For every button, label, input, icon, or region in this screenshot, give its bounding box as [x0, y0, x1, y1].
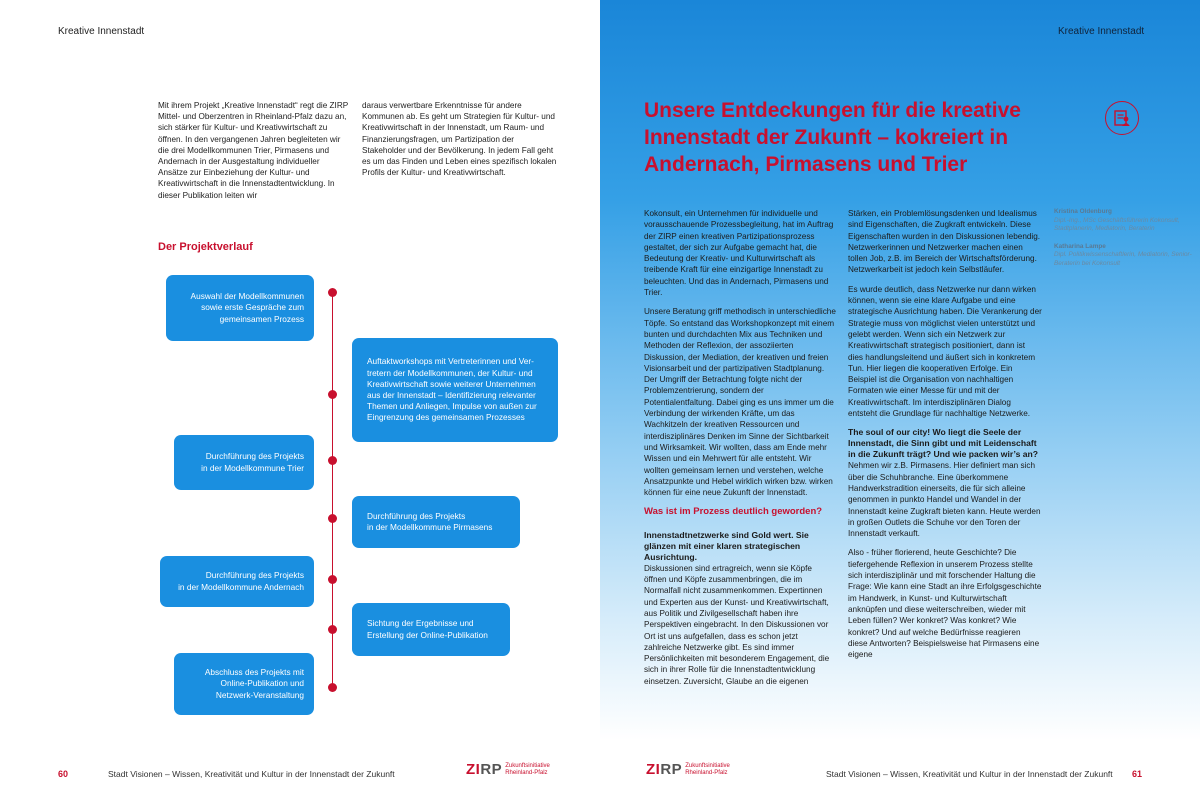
bold-heading: Innenstadtnetzwerke sind Gold wert. Sie glänzen mit einer klaren strategischen Ausrichtung.	[644, 529, 809, 562]
bold-heading: The soul of our city! Wo liegt die Seele der Innenstadt, die Sinn gibt und mit Leidenschaft in die Zukunft trägt? Und wie packen wir’s an?	[848, 427, 1039, 460]
paragraph: Nehmen wir z.B. Pirmasens. Hier definiert man sich über die Schuhbranche. Eine überkommene Handwerkstradition einerseits, die für sich alleine genommen in punkto Handel und Wandel in der Innenstadt keine Zugkraft bieten kann. Heute werden in großen Outlets die Schuhe vor den Toren der Innenstadt verkauft.	[848, 461, 1041, 539]
subheading: Was ist im Prozess deutlich geworden?	[644, 506, 823, 518]
timeline-dot	[328, 390, 337, 399]
right-page	[600, 0, 1200, 800]
timeline-step-line: Abschluss des Projekts mit	[204, 667, 304, 678]
timeline-step-line: Sichtung der Ergebnisse und	[367, 618, 474, 629]
logo-text: Zukunftsinitiative Rheinland-Pfalz	[685, 762, 730, 776]
logo-mark: ZIRP	[646, 761, 683, 778]
timeline-dot	[328, 625, 337, 634]
timeline-step-3	[174, 435, 314, 490]
page-number: 61	[1132, 769, 1143, 779]
timeline-step-line: in der Modellkommune Andernach	[178, 581, 304, 592]
author-name: Kristina Oldenburg	[1054, 208, 1112, 215]
timeline-step-4	[352, 496, 520, 548]
timeline-step-line: gemeinsamen Prozess	[219, 313, 304, 324]
timeline-step-line: Durchführung des Projekts	[367, 510, 466, 521]
article-title: Unsere Entdeckungen für die kreative Innenstadt der Zukunft – kokreiert in Andernach, Pirmasens und Trier	[644, 99, 1021, 176]
timeline-step-line: Kreativwirtschaft sowie weiterer Unternehmen	[367, 378, 536, 389]
timeline-step-7	[174, 653, 314, 715]
timeline-dot	[328, 456, 337, 465]
running-header: Kreative Innenstadt	[1058, 26, 1145, 37]
timeline-dot	[328, 514, 337, 523]
timeline-step-2	[352, 338, 558, 442]
zirp-logo	[646, 761, 730, 778]
paragraph: Also - früher florierend, heute Geschichte? Die tiefergehende Reflexion in unserem Prozess stellte sich interdisziplinär und mit forschender Haltung die Frage: Wie kann eine Stadt an ihre Erfolgsgeschichte im Handwerk, in Kunst- und Kulturwirtschaft anknüpfen und diese weiterschreiben, wieder mit Leben füllen? Wer konkret? Was konkret? Wie konkret? Und auf welche Bedürfnisse reagieren diese Antworten? Beispielsweise hat Pirmasens eine eigene	[848, 548, 1042, 660]
intro-text-2: daraus verwertbare Erkenntnisse für andere Kommunen ab. Es geht um Strategien für Kultur- und Kreativwirtschaft in der Innenstadt, um Raum- und Finanzierungsfragen, um Partizipation der Stakeholder und der Bevölkerung. In jedem Fall geht es um das Finden und Leben eines spezifisch lokalen Profils der Kultur- und Kreativwirtschaft.	[362, 101, 557, 178]
timeline-step-line: in der Modellkommune Trier	[201, 462, 304, 473]
article-column-2	[848, 208, 1042, 668]
author-info	[1054, 208, 1194, 278]
page-footer: Stadt Visionen – Wissen, Kreativität und Kultur in der Innenstadt der Zukunft	[826, 769, 1113, 779]
paragraph: Kokonsult, ein Unternehmen für individuelle und vorausschauende Prozessbegleitung, hat im Auftrag der ZIRP einen kreativen Partizipationsprozess gestaltet, der sich zur Aufgabe gemacht hat, die Bedeutung der Kreativ- und Kulturwirtschaft als treibende Kraft für eine einzigartige Innenstadt zu beleuchten. Und das in Andernach, Pirmasens und Trier.	[644, 209, 834, 298]
page-footer: Stadt Visionen – Wissen, Kreativität und Kultur in der Innenstadt der Zukunft	[108, 769, 395, 779]
timeline-step-line: Auswahl der Modellkommunen	[190, 291, 304, 302]
timeline-step-line: in der Modellkommune Pirmasens	[367, 522, 493, 532]
timeline-step-1	[166, 275, 314, 341]
timeline-step-6	[352, 603, 510, 656]
timeline-step-line: Erstellung der Online-Publikation	[367, 629, 488, 640]
intro-text-1: Mit ihrem Projekt „Kreative Innenstadt“ regt die ZIRP Mittel- und Oberzentren in Rheinland-Pfalz dazu an, sich stärker für Kultur- und Kreativwirtschaft zu öffnen. In den vergangenen Jahren begleiteten wir die drei Modellkommunen Trier, Pirmasens und Andernach in der Ausgestaltung individueller Ansätze zur Einbeziehung der Kultur- und Kreativwirtschaft in die Innenstadtentwicklung. In dieser Publikation leiten wir	[158, 101, 349, 200]
timeline-dot	[328, 288, 337, 297]
logo-mark: ZIRP	[466, 761, 503, 778]
paragraph: Stärken, ein Problemlösungsdenken und Idealismus sind Eigenschaften, die Zugkraft entwickeln. Diese Eigenschaften wurden in den Diskussionen lebendig. Netzwerkerinnen und Netzwerker machen einen tollen Job, z.B. im Bereich der Wirtschaftsförderung. Netzwerkarbeit ist jedoch kein Selbstläufer.	[848, 209, 1041, 275]
intro-column-2	[362, 100, 558, 178]
author-role: Dipl. Politikwissenschaftlerin, Mediatorin, Senior-Beraterin bei Kokonsult	[1054, 251, 1192, 267]
paragraph: Es wurde deutlich, dass Netzwerke nur dann wirken können, wenn sie eine klare Aufgabe und eine strategische Ausrichtung haben. Die Verankerung der Strategie muss von möglichst vielen unterstützt und gelebt werden. Wenn sich ein Netzwerk zur Kreativwirtschaft strategisch positioniert, dann ist dies handlungsleitend und äußert sich in konkretem Tun. Hier liegen die kooperativen Erfolge. Ein Beispiel ist die Organisation von nachhaltigen Formaten wie einer Messe für und mit der Kreativwirtschaft. Im interdisziplinären Dialog entsteht die Grundlage für nachhaltige Netzwerke.	[848, 284, 1042, 419]
timeline-step-5	[160, 556, 314, 607]
paragraph: Unsere Beratung griff methodisch in unterschiedliche Töpfe. So entstand das Workshopkonzept mit einem bunten und durchdachten Mix aus Techniken und Methoden der Reflexion, der assoziierten Diskussion, der Mediation, der kreativen und freien Visionsarbeit und der partizipativen Stadtplanung. Der Umgriff der Betrachtung folgte nicht der Problemzentrierung, sondern der Potentialentfaltung. Dabei ging es uns immer um die Verbindung der wirkenden Kräfte, um das Wachkitzeln der kreativen Ressourcen und interdisziplinäres Denken im Sinne der Sichtbarkeit und Wirksamkeit. Wir wollten, dass am Ende mehr Wissen und ein Mehrwert für alle entsteht. Wir wollten gemeinsam lernen und verstehen, welche Ansatzpunkte und Hebel wirklich wirken bzw. wirken können für eine neue Zukunft der Innenstadt.	[644, 307, 836, 498]
timeline-step-line: tretern der Modellkommunen, der Kultur- und	[367, 367, 533, 378]
zirp-logo	[466, 761, 550, 778]
timeline-dot	[328, 575, 337, 584]
logo-text: Zukunftsinitiative Rheinland-Pfalz	[505, 762, 550, 776]
section-title: Der Projektverlauf	[158, 241, 253, 253]
timeline-step-line: Themen und Anliegen, Impulse von außen zur	[367, 401, 537, 412]
author-role: Dipl.-Ing., MSc Geschäftsführerin Kokonsult, Stadtplanerin, Mediatorin, Beraterin	[1054, 216, 1180, 233]
intro-column-1	[158, 100, 350, 201]
article-column-1	[644, 208, 836, 695]
author-block	[1054, 208, 1194, 234]
timeline-step-line: Netzwerk-Veranstaltung	[215, 689, 304, 700]
timeline-dot	[328, 683, 337, 692]
person-document-icon	[1105, 101, 1139, 135]
author-name: Katharina Lampe	[1054, 242, 1106, 250]
timeline-step-line: sowie erste Gespräche zum	[201, 302, 304, 313]
timeline-step-line: Durchführung des Projekts	[205, 451, 304, 462]
paragraph: Diskussionen sind ertragreich, wenn sie Köpfe öffnen und Köpfe zusammenbringen, die im Normalfall nicht zusammenkommen. Expertinnen und Experten aus der Kunst- und Kreativwirtschaft, aus Politik und Zivilgesellschaft haben ihre Perspektiven eingebracht. In den Diskussionen vor Ort ist uns aufgefallen, dass es schon jetzt zahlreiche Netzwerke gibt. Es sind immer Persönlichkeiten mit besonderem Engagement, die sich in ihrer Rolle für die Innenstadtentwicklung einsetzen. Zuversicht, Glaube an die eigenen	[644, 563, 830, 686]
timeline-step-line: aus der Innenstadt – Identifizierung relevanter	[367, 390, 536, 400]
timeline-step-line: Online-Publikation und	[220, 678, 304, 689]
timeline-step-line: Durchführung des Projekts	[205, 570, 304, 581]
author-block	[1054, 243, 1194, 269]
running-header: Kreative Innenstadt	[58, 26, 145, 37]
timeline-step-line: Eingrenzung des gemeinsamen Prozesses	[367, 412, 525, 423]
page-number: 60	[58, 769, 69, 779]
timeline-step-line: Auftaktworkshops mit Vertreterinnen und Ver-	[367, 356, 534, 367]
